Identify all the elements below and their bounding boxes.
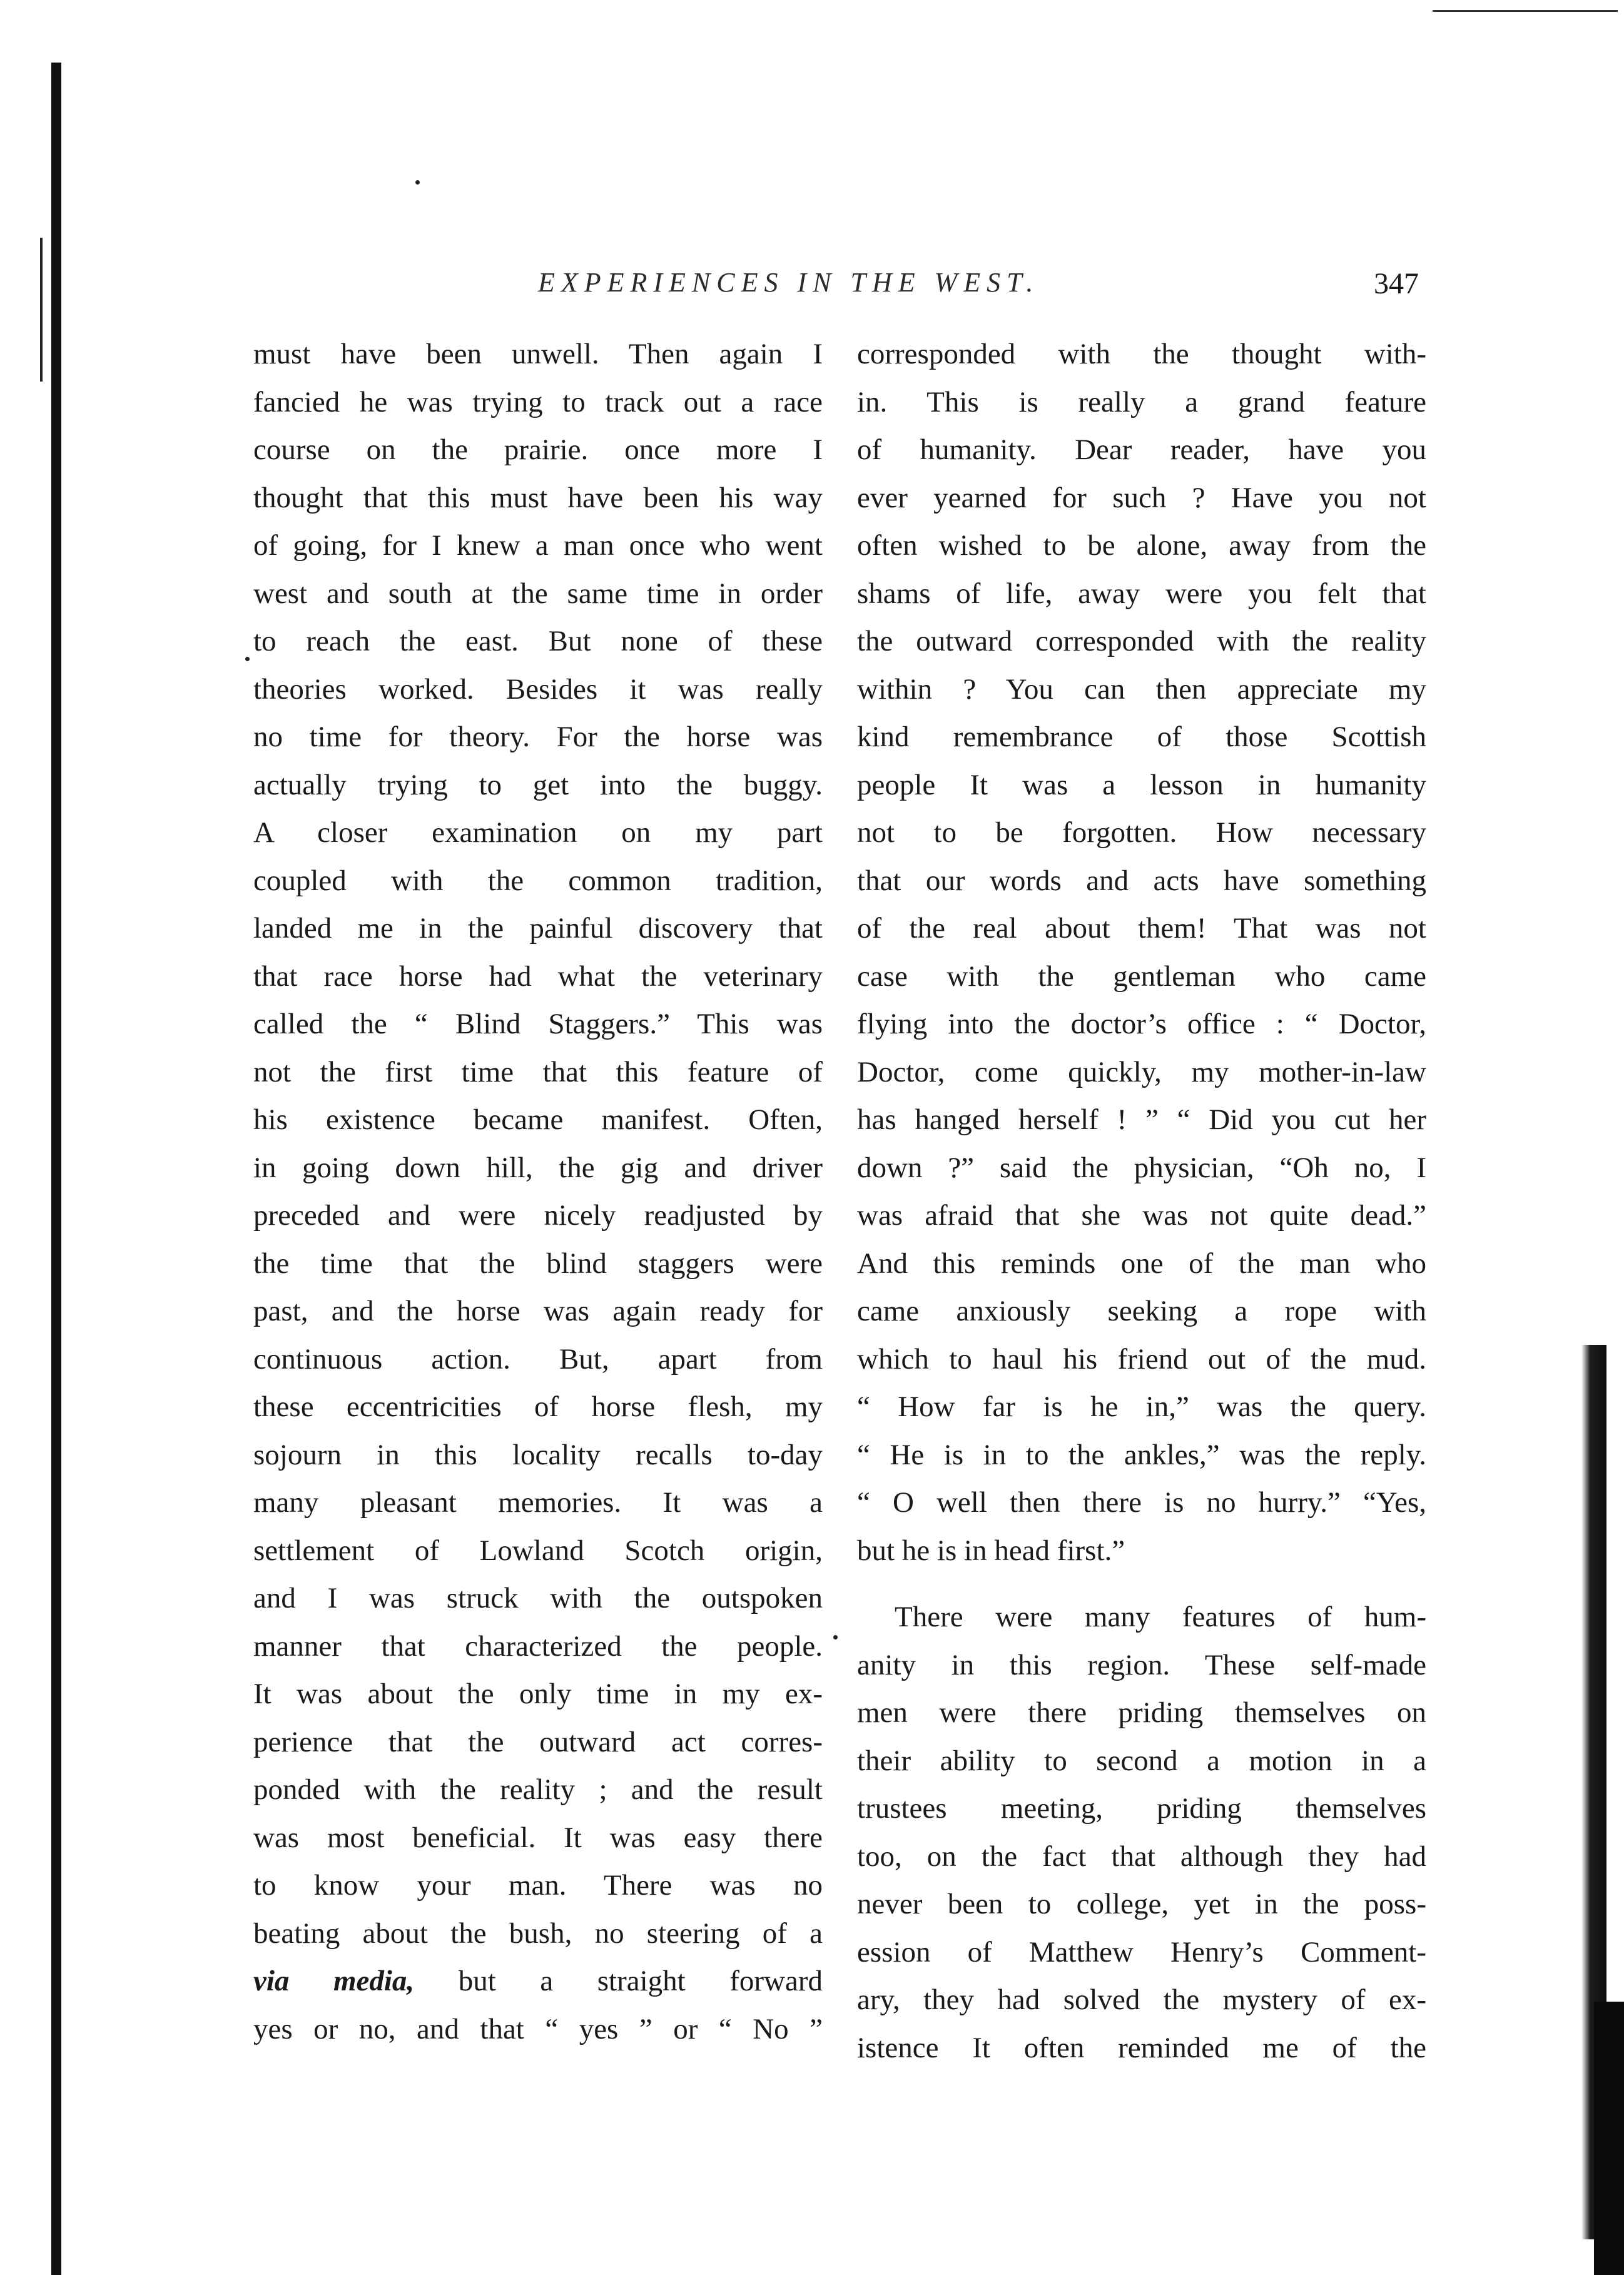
text-line: never been to college, yet in the poss-: [857, 1888, 1426, 1920]
text-line: within ? You can then appreciate my: [857, 672, 1426, 706]
text-line: came anxiously seeking a rope with: [857, 1295, 1426, 1327]
text-line: “ How far is he in,” was the query.: [857, 1391, 1426, 1423]
text-line: Doctor, come quickly, my mother-in-law: [857, 1055, 1426, 1088]
text-line: but he is in head first.”: [857, 1534, 1125, 1567]
text-line: many pleasant memories. It was a: [253, 1486, 823, 1519]
text-line: down ?” said the physician, “Oh no, I: [857, 1151, 1426, 1184]
text-line: kind remembrance of those Scottish: [857, 721, 1426, 753]
text-line: in. This is really a grand feature: [857, 385, 1426, 418]
text-line: shams of life, away were you felt that: [857, 577, 1426, 610]
text-line: trustees meeting, priding themselves: [857, 1792, 1426, 1825]
text-line: people It was a lesson in humanity: [857, 768, 1426, 801]
text-line: past, and the horse was again ready for: [253, 1295, 823, 1327]
text-line: and I was struck with the outspoken: [253, 1582, 823, 1614]
text-line: sojourn in this locality recalls to-day: [253, 1438, 823, 1471]
page-number: 347: [1374, 267, 1419, 300]
text-line: often wished to be alone, away from the: [857, 529, 1426, 562]
text-line: must have been unwell. Then again I: [253, 338, 823, 370]
text-line: case with the gentleman who came: [857, 960, 1426, 993]
text-line: ary, they had solved the mystery of ex-: [857, 1984, 1426, 2016]
text-line: of the real about them! That was not: [857, 912, 1426, 945]
text-line: There were many features of hum-: [895, 1601, 1426, 1633]
text-line: corresponded with the thought with-: [857, 338, 1426, 370]
paragraph-gap: [857, 1574, 1426, 1593]
left-column: [253, 330, 823, 2053]
text-line: settlement of Lowland Scotch origin,: [253, 1534, 823, 1567]
line-rest: but a straight forward: [414, 1965, 823, 1997]
text-line: in going down hill, the gig and driver: [253, 1151, 823, 1184]
text-line: beating about the bush, no steering of a: [253, 1917, 823, 1950]
text-line: ever yearned for such ? Have you not: [857, 481, 1426, 514]
text-line: It was about the only time in my ex-: [253, 1678, 823, 1710]
text-line: not the first time that this feature of: [253, 1055, 823, 1088]
text-line: perience that the outward act corres-: [253, 1725, 823, 1758]
running-head-title: EXPERIENCES IN THE WEST.: [538, 267, 1040, 298]
scan-speck: [245, 657, 250, 661]
text-line: “ He is in to the ankles,” was the reply.: [857, 1438, 1426, 1471]
text-line: yes or no, and that “ yes ” or “ No ”: [253, 2012, 823, 2045]
text-line: called the “ Blind Staggers.” This was: [253, 1008, 823, 1040]
text-line: which to haul his friend out of the mud.: [857, 1342, 1426, 1376]
text-line: ession of Matthew Henry’s Comment-: [857, 1935, 1426, 1968]
text-line: And this reminds one of the man who: [857, 1247, 1426, 1280]
text-line: course on the prairie. once more I: [253, 433, 823, 466]
text-line: landed me in the painful discovery that: [253, 912, 823, 945]
scan-edge-shadow-right-lower: [1594, 2002, 1624, 2275]
text-line: ponded with the reality ; and the result: [253, 1773, 823, 1806]
text-line: flying into the doctor’s office : “ Doctor,: [857, 1008, 1426, 1040]
scan-top-rule: [1433, 10, 1618, 12]
text-line: anity in this region. These self-made: [857, 1648, 1426, 1681]
text-line: that our words and acts have something: [857, 864, 1426, 897]
text-line: has hanged herself ! ” “ Did you cut her: [857, 1103, 1426, 1136]
text-line: manner that characterized the people.: [253, 1629, 823, 1663]
text-line: to know your man. There was no: [253, 1869, 823, 1902]
text-line: west and south at the same time in order: [253, 577, 823, 610]
scan-edge-mark-left: [40, 238, 43, 382]
text-line: A closer examination on my part: [253, 816, 823, 849]
text-line: the time that the blind staggers were: [253, 1247, 823, 1280]
text-line: no time for theory. For the horse was: [253, 721, 823, 753]
text-line: fancied he was trying to track out a race: [253, 385, 823, 418]
italic-phrase: via media,: [253, 1965, 415, 1997]
text-line: their ability to second a motion in a: [857, 1744, 1426, 1777]
text-line: “ O well then there is no hurry.” “Yes,: [857, 1486, 1426, 1519]
text-line: too, on the fact that although they had: [857, 1840, 1426, 1873]
scan-speck: [833, 1635, 838, 1639]
text-line: the outward corresponded with the reality: [857, 625, 1426, 657]
text-line: that race horse had what the veterinary: [253, 960, 823, 993]
text-line: was afraid that she was not quite dead.”: [857, 1199, 1426, 1232]
text-line-with-italic: [253, 1957, 823, 2005]
text-line: his existence became manifest. Often,: [253, 1103, 823, 1136]
text-line: these eccentricities of horse flesh, my: [253, 1391, 823, 1423]
text-line: not to be forgotten. How necessary: [857, 816, 1426, 849]
text-line: continuous action. But, apart from: [253, 1342, 823, 1376]
text-line: of humanity. Dear reader, have you: [857, 433, 1426, 466]
text-line: to reach the east. But none of these: [253, 625, 823, 657]
right-column: [857, 330, 1426, 2072]
text-line: thought that this must have been his way: [253, 481, 823, 514]
scan-edge-shadow-left: [51, 63, 61, 2275]
text-line: was most beneficial. It was easy there: [253, 1821, 823, 1854]
text-line: istence It often reminded me of the: [857, 2031, 1426, 2064]
scan-speck: [415, 180, 420, 185]
text-line: theories worked. Besides it was really: [253, 672, 823, 706]
text-line: of going, for I knew a man once who went: [253, 529, 823, 562]
text-line: coupled with the common tradition,: [253, 864, 823, 897]
text-line: men were there priding themselves on: [857, 1696, 1426, 1729]
text-line: preceded and were nicely readjusted by: [253, 1199, 823, 1232]
text-line: actually trying to get into the buggy.: [253, 768, 823, 801]
